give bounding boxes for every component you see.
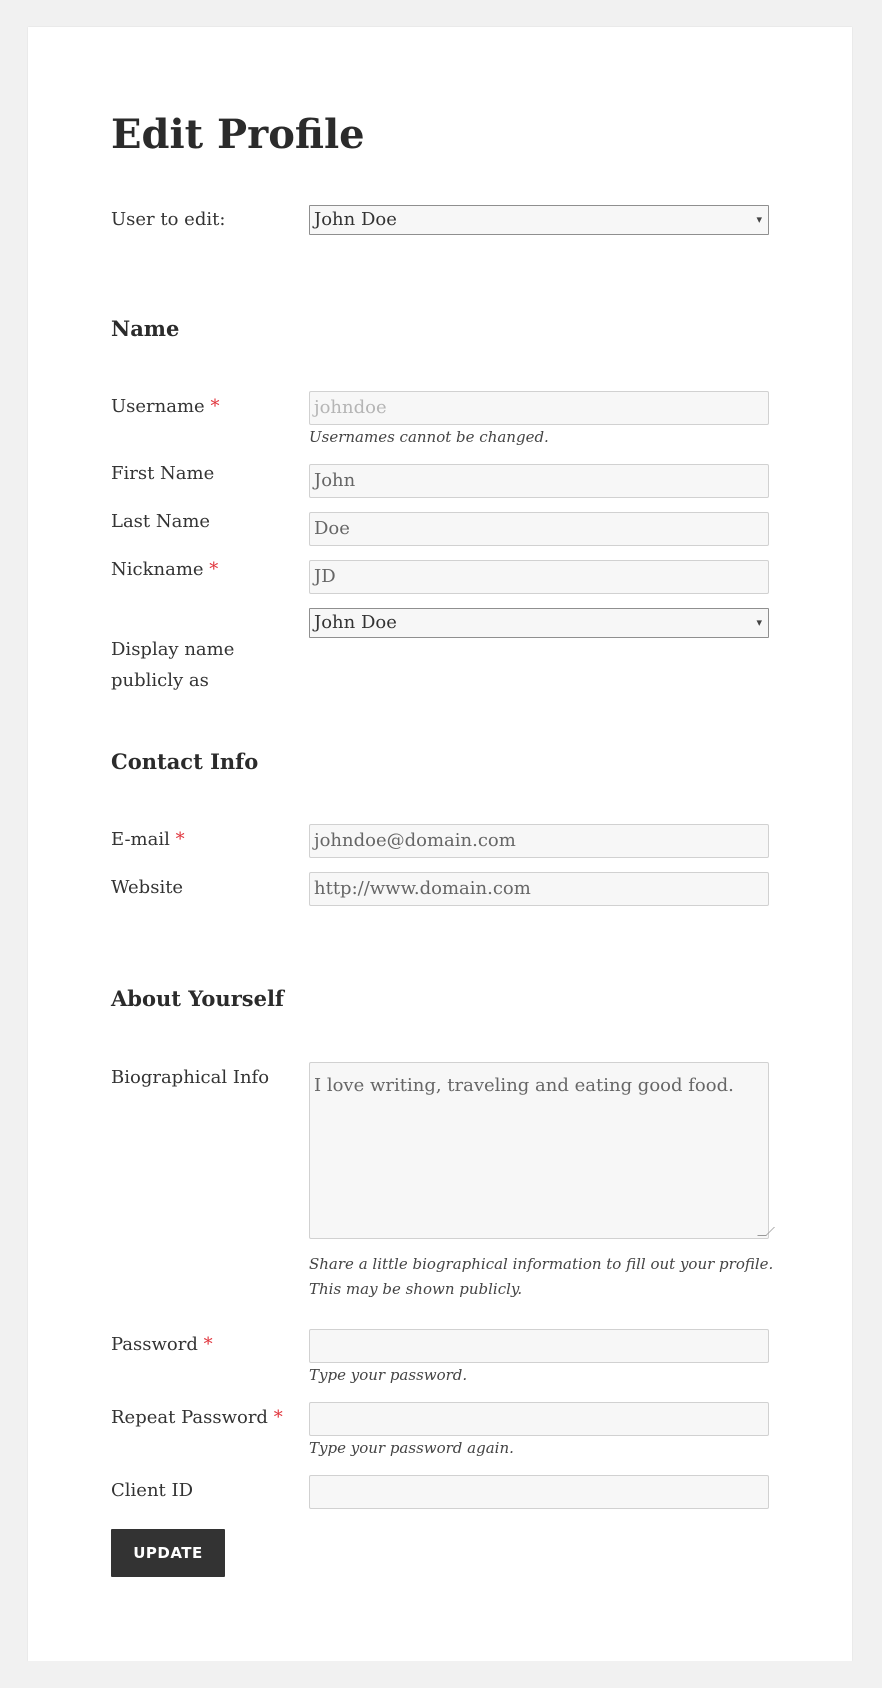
nickname-label: Nickname * [111,559,219,580]
repeat-password-label: Repeat Password * [111,1407,283,1428]
required-marker: * [203,1334,213,1355]
user-to-edit-value: John Doe [314,209,397,230]
required-marker: * [210,396,220,417]
section-heading-contact: Contact Info [111,749,259,774]
section-heading-name: Name [111,316,180,341]
chevron-down-icon: ▾ [756,213,762,226]
first-name-input[interactable]: John [309,464,769,498]
username-hint: Usernames cannot be changed. [309,428,549,446]
bio-hint-line2: This may be shown publicly. [309,1280,523,1298]
email-input[interactable]: johndoe@domain.com [309,824,769,858]
required-marker: * [175,829,185,850]
user-to-edit-label: User to edit: [111,209,226,230]
page-title: Edit Profile [111,111,365,158]
page-footer-strip [28,1661,852,1688]
website-label: Website [111,877,184,898]
last-name-input[interactable]: Doe [309,512,769,546]
chevron-down-icon: ▾ [756,616,762,629]
repeat-password-input[interactable] [309,1402,769,1436]
profile-card [28,27,852,1661]
section-heading-about: About Yourself [111,986,284,1011]
password-hint: Type your password. [309,1366,468,1384]
username-label: Username * [111,396,220,417]
bio-hint-line1: Share a little biographical information to fill out your profile. [309,1255,774,1273]
email-label: E-mail * [111,829,185,850]
required-marker: * [273,1407,283,1428]
nickname-input[interactable]: JD [309,560,769,594]
update-button[interactable]: UPDATE [111,1529,225,1577]
last-name-label: Last Name [111,511,211,532]
bio-textarea[interactable] [309,1062,769,1239]
bio-label: Biographical Info [111,1067,270,1088]
client-id-label: Client ID [111,1480,194,1501]
client-id-input[interactable] [309,1475,769,1509]
user-to-edit-select[interactable] [309,205,769,235]
password-input[interactable] [309,1329,769,1363]
display-name-select[interactable] [309,608,769,638]
password-label: Password * [111,1334,213,1355]
username-input[interactable]: johndoe [309,391,769,425]
repeat-password-hint: Type your password again. [309,1439,514,1457]
display-name-label-line2: publicly as [111,670,209,691]
display-name-label-line1: Display name [111,639,235,660]
display-name-value: John Doe [314,612,397,633]
website-input[interactable]: http://www.domain.com [309,872,769,906]
first-name-label: First Name [111,463,215,484]
bio-text: I love writing, traveling and eating good food. [314,1075,734,1096]
required-marker: * [209,559,219,580]
resize-grip-icon[interactable] [757,1227,775,1236]
